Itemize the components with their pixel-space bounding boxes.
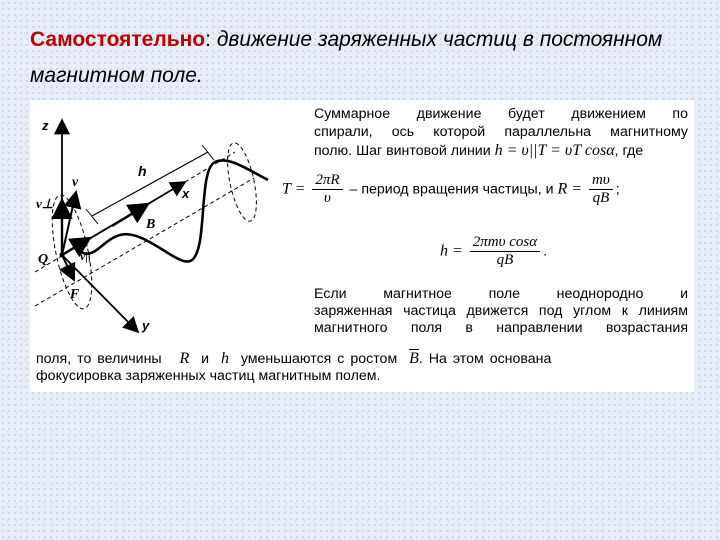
label-v: v: [72, 175, 79, 190]
text-line-3-end: , где: [614, 143, 644, 159]
T-lhs: T =: [282, 180, 306, 198]
line4-middle: уменьшаются с ростом: [240, 351, 398, 367]
label-h: h: [138, 163, 147, 179]
B-vector: [112, 204, 148, 226]
h-end: .: [543, 243, 548, 260]
h-dimension-line: [92, 152, 208, 216]
h-denominator: qB: [496, 252, 514, 268]
line4-and: и: [201, 351, 210, 367]
text-para-line-1: Если магнитное поле неоднородно и: [314, 286, 688, 302]
title-lead: Самостоятельно: [30, 28, 206, 51]
text-para-line-2: заряженная частица движется под углом к линиям: [314, 303, 688, 319]
T-fraction: [312, 172, 342, 207]
line4-start: поля, то величины: [36, 351, 162, 367]
label-v-perp: v⊥: [36, 196, 54, 211]
text-line-3-start: полю. Шаг винтовой линии: [314, 143, 491, 159]
R-denominator: qB: [592, 190, 610, 206]
R-end: ;: [615, 181, 620, 198]
h-dim-right-tick: [202, 145, 214, 160]
h-formula-row: [440, 234, 547, 269]
label-x: x: [182, 186, 190, 201]
R-numerator: mυ: [589, 172, 613, 190]
h-fraction: [470, 234, 540, 269]
T-denominator: υ: [324, 190, 331, 206]
pitch-formula: h = υ||T = υT cosα: [494, 142, 615, 159]
title-rest: движение заряженных частиц в постоянном магнитном поле.: [30, 28, 663, 87]
R-lhs: R =: [557, 180, 583, 198]
period-formula-row: [282, 172, 692, 207]
particle-point: [60, 253, 65, 258]
text-line-2: спирали, ось которой параллельна магнитному: [314, 124, 688, 140]
text-line-3: [314, 142, 694, 160]
title-colon: :: [205, 28, 217, 51]
cylinder-bottom-line: [35, 178, 254, 306]
content-panel: [30, 100, 694, 392]
label-z: z: [42, 118, 49, 133]
line4-end: . На этом основана: [418, 351, 552, 367]
F-vector: [62, 255, 74, 280]
text-para-line-4: [36, 350, 692, 368]
label-y: y: [142, 318, 150, 333]
label-Q: Q: [38, 252, 49, 267]
T-description: – период вращения частицы, и: [349, 181, 554, 198]
helix-diagram: [30, 100, 300, 350]
slide-title: [30, 22, 690, 94]
line4-h: h: [220, 350, 229, 367]
text-line-1: Суммарное движение будет движением по: [314, 106, 688, 122]
T-numerator: 2πR: [312, 172, 342, 190]
h-numerator: 2πmυ cosα: [470, 234, 540, 252]
label-F: F: [70, 287, 80, 302]
h-dim-left-tick: [86, 209, 98, 224]
label-v-par: v||: [80, 249, 91, 263]
text-para-line-5: фокусировка заряженных частиц магнитным полем.: [36, 368, 381, 384]
R-fraction: [589, 172, 613, 207]
cylinder-right-ellipse: [222, 140, 262, 223]
line4-B: $\overline{B}$: [409, 350, 419, 367]
label-B: B: [146, 217, 156, 232]
h-lhs: h =: [440, 242, 463, 260]
text-para-line-3: магнитного поля в направлении возрастания: [314, 320, 688, 336]
line4-R: R: [179, 350, 190, 367]
